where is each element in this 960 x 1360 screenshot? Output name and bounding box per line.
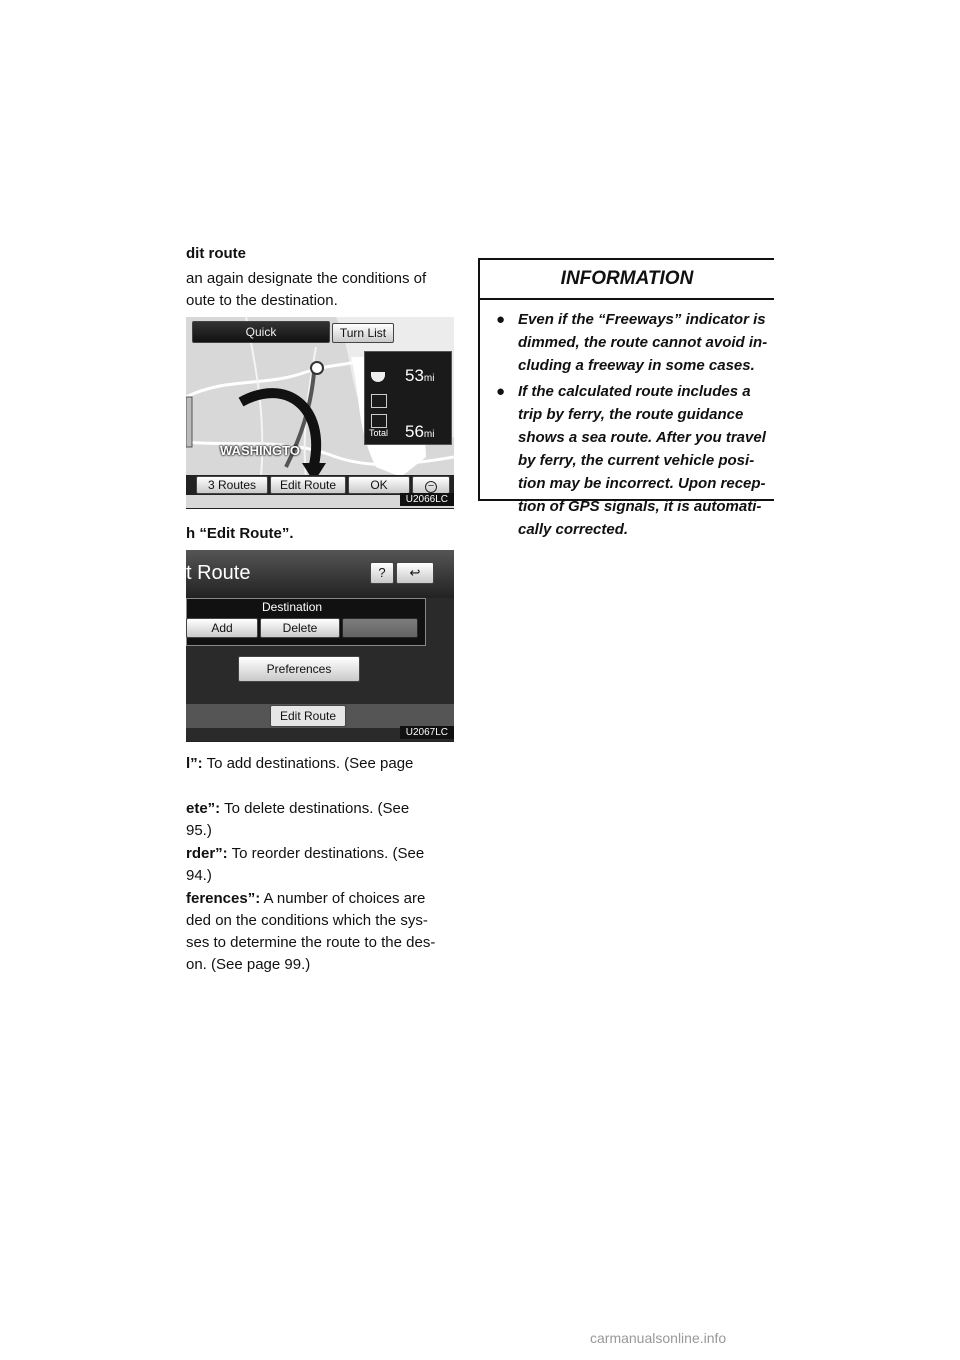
- bullet-icon: ●: [496, 383, 506, 400]
- information-title: INFORMATION: [480, 260, 774, 300]
- bullet-icon: ●: [496, 311, 506, 328]
- distance-panel: [364, 351, 452, 445]
- intro-line-2: oute to the destination.: [186, 292, 338, 309]
- item-delete: ete”: To delete destinations. (See 95.): [186, 800, 410, 839]
- info-bullet-1: ● Even if the “Freeways” indicator is dimmed, the route cannot avoid in- cluding a freeway in some cases.: [496, 308, 774, 377]
- ferry-icon: [371, 414, 387, 428]
- tab-edit-route[interactable]: Edit Route: [270, 705, 346, 727]
- edit-route-button[interactable]: Edit Route: [270, 476, 346, 494]
- reorder-button[interactable]: [342, 618, 418, 638]
- total-label: Total: [369, 428, 389, 438]
- figure-code: U2066LC: [400, 493, 454, 506]
- delete-button[interactable]: Delete: [260, 618, 340, 638]
- figure-code: U2067LC: [400, 726, 454, 739]
- screen-title: t Route: [186, 562, 251, 584]
- turn-list-button[interactable]: Turn List: [332, 323, 394, 343]
- freeway-icon: [371, 372, 385, 382]
- help-button[interactable]: ?: [370, 562, 394, 584]
- add-button[interactable]: Add: [186, 618, 258, 638]
- item-reorder: rder”: To reorder destinations. (See 94.): [186, 845, 425, 884]
- edit-route-screenshot: [186, 550, 454, 742]
- back-button[interactable]: [396, 562, 434, 584]
- quick-button[interactable]: Quick: [192, 321, 330, 343]
- section-heading: dit route: [186, 245, 246, 262]
- ok-button[interactable]: OK: [348, 476, 410, 494]
- item-preferences: ferences”: A number of choices are ded on the conditions which the sys- ses to determine the route to the des- on. (See page 99.): [186, 890, 436, 973]
- item-add: l”: To add destinations. (See page: [186, 755, 414, 772]
- zoom-out-button[interactable]: [412, 476, 450, 494]
- intro-line-1: an again designate the conditions of: [186, 270, 427, 287]
- three-routes-button[interactable]: 3 Routes: [196, 476, 268, 494]
- preferences-button[interactable]: Preferences: [238, 656, 360, 682]
- total-distance: 56mi: [405, 422, 435, 441]
- destination-label: Destination: [262, 600, 323, 614]
- toll-road-icon: [371, 394, 387, 408]
- step-caption: h “Edit Route”.: [186, 525, 294, 542]
- route-map-screenshot: [186, 317, 454, 509]
- info-bullet-2: ● If the calculated route includes a trip by ferry, the route guidance shows a sea route. After you travel by ferry, the current vehicle posi- tion may be incorrect. Upon recep- tion of GPS signals, it is automati- cally corrected.: [496, 380, 774, 541]
- minus-circle-icon: –: [425, 481, 437, 493]
- information-box: [478, 258, 774, 538]
- map-place-label: WASHINGTO: [220, 443, 300, 458]
- footer-watermark: carmanualsonline.info: [590, 1330, 727, 1346]
- return-arrow-icon: ↩: [409, 565, 421, 580]
- freeway-distance: 53mi: [405, 366, 435, 385]
